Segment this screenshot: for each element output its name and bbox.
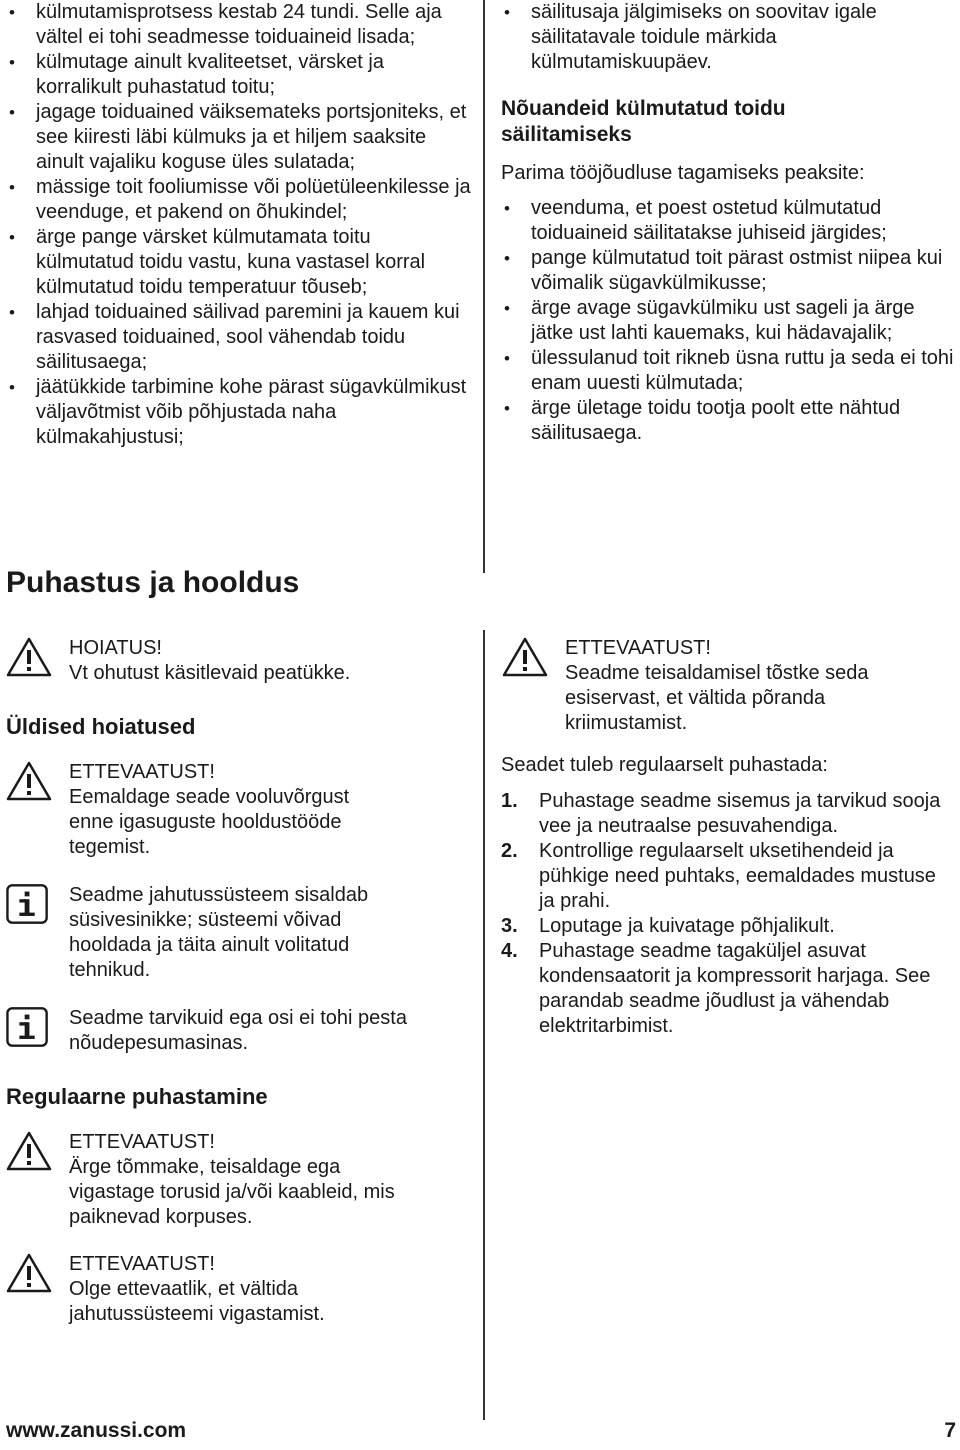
- list-item: • pange külmutatud toit pärast ostmist niipea kui võimalik sügavkülmikusse;: [501, 246, 960, 296]
- list-item: • ärge avage sügavkülmiku ust sageli ja ärge jätke ust lahti kauemaks, kui hädavajalik;: [501, 296, 960, 346]
- warning-triangle-icon: [6, 760, 52, 802]
- list-item: • ärge ületage toidu tootja poolt ette nähtud säilitusaega.: [501, 396, 960, 446]
- step-text: Kontrollige regulaarselt uksetihendeid ja pühkige need puhtaks, eemaldades mustuse ja prahi.: [539, 840, 936, 912]
- warning-triangle-icon: [6, 636, 52, 678]
- step-number: 2.: [501, 840, 518, 862]
- list-item: • lahjad toiduained säilivad paremini ja kauem kui rasvased toiduained, sool vähendab toidu säilitusaega;: [6, 300, 471, 375]
- storage-tips-list: [501, 196, 960, 446]
- step-text: Puhastage seadme sisemus ja tarvikud sooja vee ja neutraalse pesuvahendiga.: [539, 790, 941, 837]
- info-body: [69, 883, 414, 983]
- regular-cleaning-heading: Regulaarne puhastamine: [6, 1084, 268, 1109]
- cleaning-intro: Seadet tuleb regulaarselt puhastada:: [501, 754, 828, 776]
- caution-body: [69, 1130, 409, 1230]
- page-number: 7: [944, 1419, 956, 1442]
- step-text: Puhastage seadme tagaküljel asuvat kondensaatorit ja kompressorit harjaga. See parandab seadme jõudlust ja vähendab elektritarbimist.: [539, 940, 931, 1037]
- step-number: 1.: [501, 790, 518, 812]
- caution-title: ETTEVAATUST!: [69, 1253, 215, 1275]
- caution-body: [565, 636, 915, 736]
- caution-body: [69, 760, 399, 860]
- cleaning-steps-list: [501, 789, 951, 1039]
- right-column-top: [501, 0, 960, 446]
- footer-website-link[interactable]: www.zanussi.com: [6, 1419, 187, 1442]
- caution-text: Eemaldage seade vooluvõrgust enne igasuguste hooldustööde tegemist.: [69, 786, 350, 858]
- list-item: • veenduma, et poest ostetud külmutatud toiduaineid säilitatakse juhiseid järgides;: [501, 196, 960, 246]
- list-item: • ülessulanud toit rikneb üsna ruttu ja seda ei tohi enam uuesti külmutada;: [501, 346, 960, 396]
- warning-body: [69, 636, 350, 686]
- list-item: [501, 789, 951, 839]
- column-divider-bottom: [483, 630, 485, 1420]
- caution-title: ETTEVAATUST!: [565, 637, 711, 659]
- list-item: [501, 914, 951, 939]
- caution-text: Olge ettevaatlik, et vältida jahutussüsteemi vigastamist.: [69, 1278, 325, 1325]
- step-number: 3.: [501, 915, 518, 937]
- frozen-food-storage-heading: Nõuandeid külmutatud toidu säilitamiseks: [501, 97, 786, 146]
- list-item: [501, 839, 951, 914]
- caution-text: Seadme teisaldamisel tõstke seda esiservast, et vältida põranda kriimustamist.: [565, 662, 869, 734]
- left-column-top: [6, 0, 471, 450]
- warning-title: HOIATUS!: [69, 637, 162, 659]
- caution-text: Ärge tõmmake, teisaldage ega vigastage torusid ja/või kaableid, mis paiknevad korpuses.: [69, 1156, 395, 1228]
- list-item: [501, 939, 951, 1039]
- caution-body: [69, 1252, 369, 1327]
- cleaning-steps: [501, 789, 951, 1039]
- column-divider-top: [483, 0, 485, 573]
- warning-triangle-icon: [6, 1252, 52, 1294]
- list-item: • ärge pange värsket külmutamata toitu külmutatud toidu vastu, kuna vastasel korral külmutatud toidu temperatuur tõuseb;: [6, 225, 471, 300]
- section-title: Puhastus ja hooldus: [6, 566, 300, 599]
- list-item: • jäätükkide tarbimine kohe pärast sügavkülmikust väljavõtmist võib põhjustada naha külmakahjustusi;: [6, 375, 471, 450]
- general-warnings-heading: Üldised hoiatused: [6, 714, 196, 739]
- list-item: • mässige toit fooliumisse või polüetüleenkilesse ja veenduge, et pakend on õhukindel;: [6, 175, 471, 225]
- step-text: Loputage ja kuivatage põhjalikult.: [539, 915, 835, 937]
- info-icon: [6, 1006, 50, 1048]
- step-number: 4.: [501, 940, 518, 962]
- freezing-tips-list: [6, 0, 471, 450]
- info-icon: [6, 883, 50, 925]
- list-item: • külmutamisprotsess kestab 24 tundi. Selle aja vältel ei tohi seadmesse toiduaineid lisada;: [6, 0, 471, 50]
- list-item: • säilitusaja jälgimiseks on soovitav igale säilitatavale toidule märkida külmutamiskuupäev.: [501, 0, 960, 75]
- warning-triangle-icon: [6, 1130, 52, 1172]
- list-item: • jagage toiduained väiksemateks portsjoniteks, et see kiiresti läbi külmuks ja et hiljem saaksite ainult vajaliku koguse üles sulatada;: [6, 100, 471, 175]
- caution-title: ETTEVAATUST!: [69, 1131, 215, 1153]
- info-body: [69, 1006, 414, 1056]
- storage-intro: Parima tööjõudluse tagamiseks peaksite:: [501, 162, 865, 184]
- list-item: • külmutage ainult kvaliteetset, värsket ja korralikult puhastatud toitu;: [6, 50, 471, 100]
- warning-triangle-icon: [502, 636, 548, 678]
- info-text: Seadme jahutussüsteem sisaldab süsivesinikke; süsteemi võivad hooldada ja täita ainult volitatud tehnikud.: [69, 884, 369, 981]
- dating-tip-list: [501, 0, 960, 75]
- warning-text: Vt ohutust käsitlevaid peatükke.: [69, 662, 351, 684]
- info-text: Seadme tarvikuid ega osi ei tohi pesta nõudepesumasinas.: [69, 1007, 407, 1054]
- caution-title: ETTEVAATUST!: [69, 761, 215, 783]
